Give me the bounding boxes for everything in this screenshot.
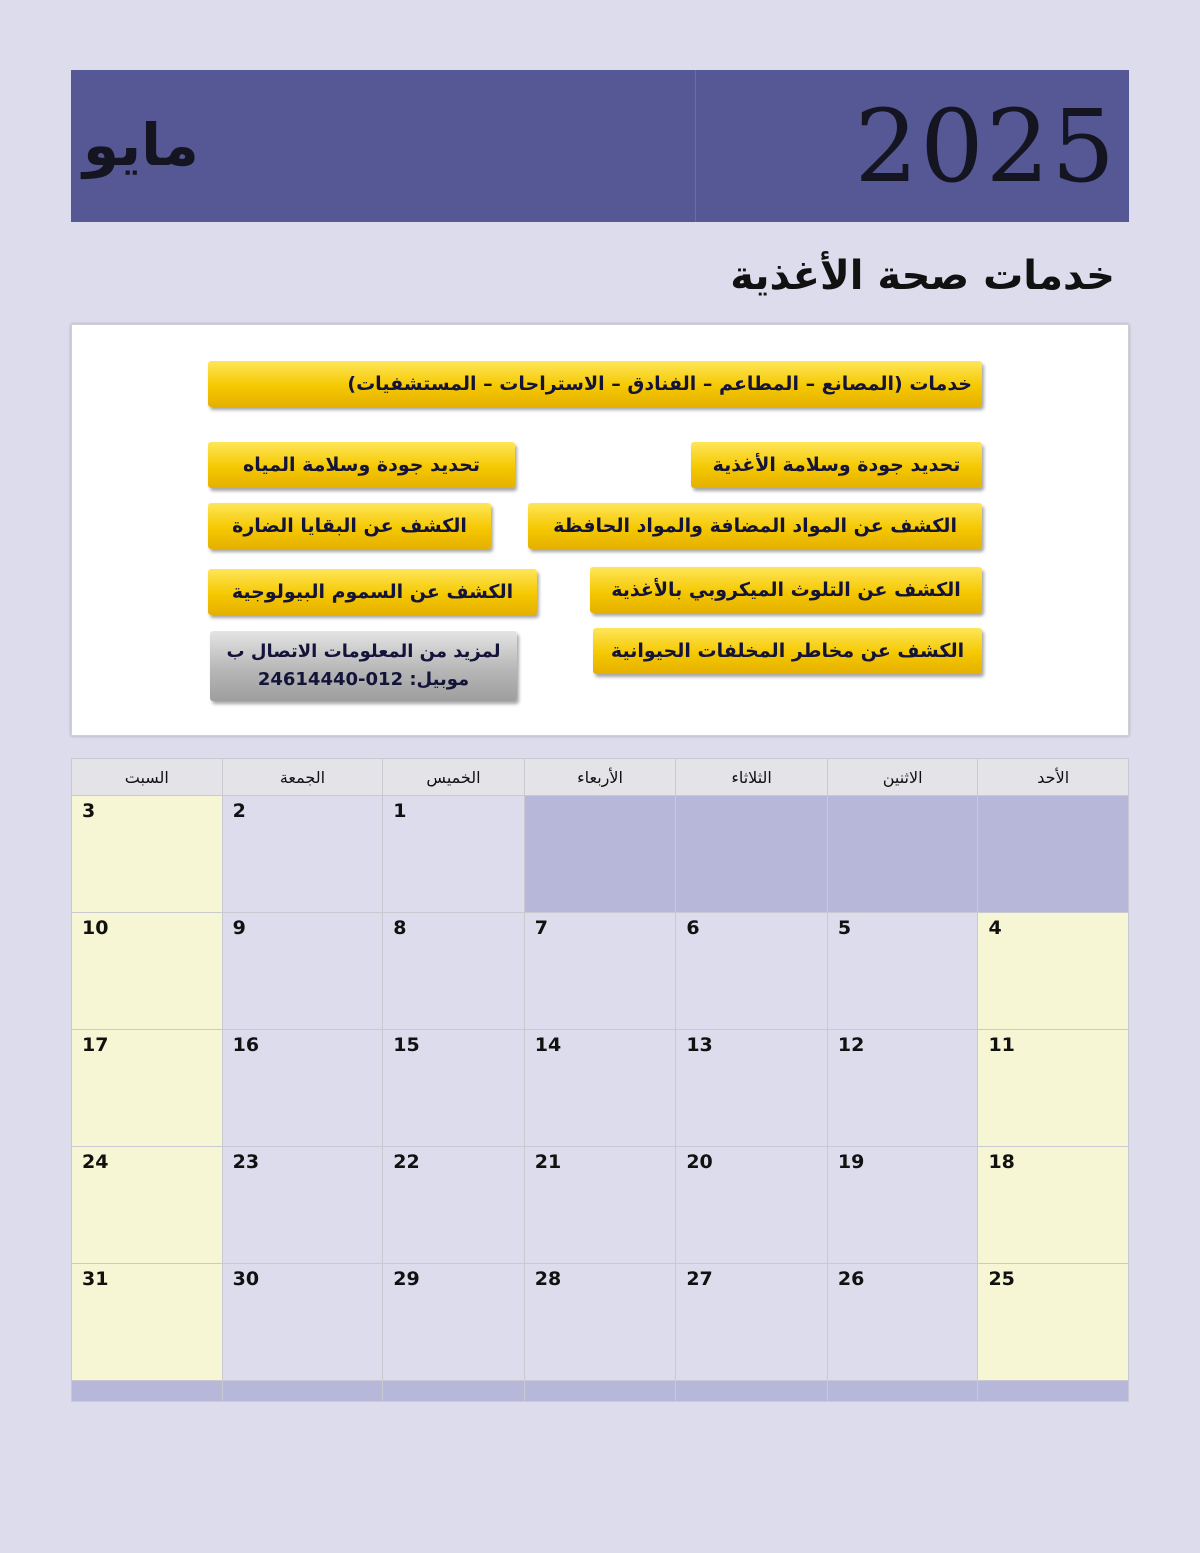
day-cell[interactable] [978,1147,1129,1264]
day-number: 13 [686,1034,713,1056]
day-cell[interactable] [383,1030,525,1147]
month-calendar [71,758,1129,1402]
calendar-footer-row [72,1381,1129,1402]
service-additives-detection: الكشف عن المواد المضافة والمواد الحافظة [528,503,982,549]
day-cell[interactable] [978,1264,1129,1381]
day-number: 1 [393,800,407,822]
day-cell[interactable] [524,1147,676,1264]
day-number: 26 [837,1268,865,1290]
day-cell[interactable] [222,796,383,913]
weekday-header: الجمعة [222,759,383,796]
weekday-header: السبت [72,759,223,796]
header-divider [695,70,696,222]
service-food-quality: تحديد جودة وسلامة الأغذية [691,442,982,488]
day-number: 23 [232,1151,260,1173]
day-cell[interactable] [72,796,223,913]
year: 2025 [854,88,1117,205]
page-subtitle: خدمات صحة الأغذية [730,253,1115,299]
day-cell[interactable] [222,913,383,1030]
day-number: 12 [837,1034,865,1056]
services-clients-banner: خدمات (المصانع – المطاعم – الفنادق – الاستراحات – المستشفيات) [208,361,982,407]
day-number: 17 [82,1034,109,1056]
day-number: 5 [837,917,852,939]
day-cell-empty [524,796,676,913]
service-residues-detection: الكشف عن البقايا الضارة [208,503,491,549]
day-cell[interactable] [222,1030,383,1147]
day-cell[interactable] [827,1264,978,1381]
week-row [72,913,1129,1030]
day-cell[interactable] [827,1030,978,1147]
day-cell[interactable] [222,1147,383,1264]
service-biological-toxins: الكشف عن السموم البيولوجية [208,569,537,615]
day-number: 31 [82,1268,109,1290]
services-panel [71,324,1129,736]
week-row [72,1147,1129,1264]
day-number: 25 [988,1268,1015,1290]
weekday-header: الاثنين [827,759,978,796]
contact-phone: موبيل: 012-24614440 [257,669,470,690]
day-cell[interactable] [827,1147,978,1264]
day-number: 11 [988,1034,1015,1056]
day-cell[interactable] [676,913,828,1030]
day-cell[interactable] [676,1264,828,1381]
contact-box [210,631,517,701]
day-cell[interactable] [978,913,1129,1030]
day-number: 3 [82,800,96,822]
day-number: 16 [232,1034,260,1056]
day-number: 2 [232,800,246,822]
footer-cell [222,1381,383,1402]
week-row [72,796,1129,913]
day-cell[interactable] [383,1147,525,1264]
service-water-quality: تحديد جودة وسلامة المياه [208,442,515,488]
day-cell[interactable] [524,1030,676,1147]
day-cell[interactable] [72,913,223,1030]
day-number: 29 [393,1268,420,1290]
day-number: 4 [988,917,1002,939]
footer-cell [383,1381,525,1402]
day-number: 24 [82,1151,109,1173]
day-cell[interactable] [72,1264,223,1381]
day-number: 18 [988,1151,1015,1173]
day-cell[interactable] [383,913,525,1030]
month-name: مايو [83,111,199,179]
weekday-header: الثلاثاء [676,759,828,796]
day-cell[interactable] [827,913,978,1030]
footer-cell [524,1381,676,1402]
header-banner [71,70,1129,222]
day-number: 22 [393,1151,420,1173]
day-cell[interactable] [676,1147,828,1264]
day-number: 30 [232,1268,260,1290]
day-cell[interactable] [383,796,525,913]
day-number: 27 [686,1268,713,1290]
day-number: 10 [82,917,109,939]
contact-label: لمزيد من المعلومات الاتصال ب [226,641,501,662]
footer-cell [72,1381,223,1402]
day-cell-empty [827,796,978,913]
day-number: 9 [232,917,246,939]
weekday-header: الأحد [978,759,1129,796]
day-cell[interactable] [72,1030,223,1147]
day-cell-empty [978,796,1129,913]
day-cell-empty [676,796,828,913]
day-cell[interactable] [383,1264,525,1381]
day-number: 21 [534,1151,562,1173]
footer-cell [827,1381,978,1402]
weekday-header: الخميس [383,759,525,796]
footer-cell [676,1381,828,1402]
service-animal-waste-risks: الكشف عن مخاطر المخلفات الحيوانية [593,628,982,674]
day-number: 28 [534,1268,562,1290]
day-number: 19 [837,1151,865,1173]
day-number: 6 [686,917,700,939]
day-cell[interactable] [222,1264,383,1381]
weekday-header-row [72,759,1129,796]
day-cell[interactable] [524,1264,676,1381]
service-microbial-contamination: الكشف عن التلوث الميكروبي بالأغذية [590,567,982,613]
day-cell[interactable] [676,1030,828,1147]
day-number: 15 [393,1034,420,1056]
footer-cell [978,1381,1129,1402]
day-number: 8 [393,917,407,939]
day-cell[interactable] [978,1030,1129,1147]
weekday-header: الأربعاء [524,759,676,796]
week-row [72,1030,1129,1147]
day-number: 14 [534,1034,562,1056]
day-cell[interactable] [72,1147,223,1264]
week-row [72,1264,1129,1381]
day-cell[interactable] [524,913,676,1030]
day-number: 20 [686,1151,713,1173]
day-number: 7 [534,917,548,939]
